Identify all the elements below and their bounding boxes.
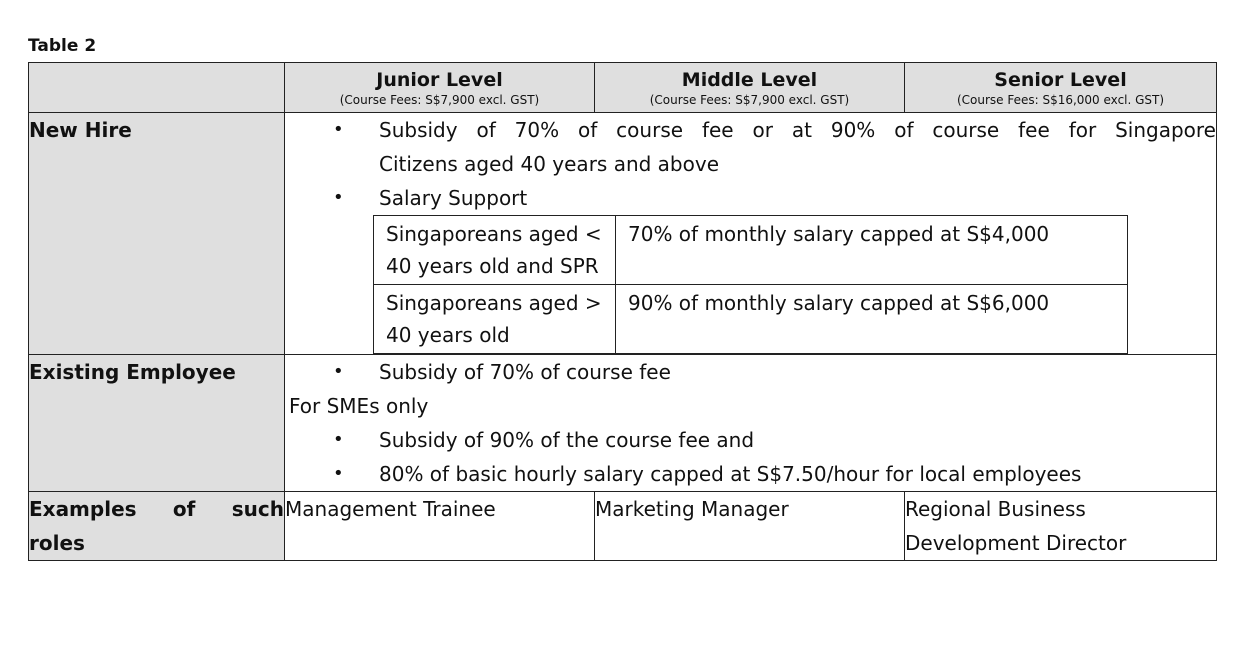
middle-level-fee: (Course Fees: S$7,900 excl. GST) bbox=[649, 93, 850, 107]
new-hire-subsidy-text: Subsidy of 70% of course fee or at 90% of course fee for Singapore bbox=[379, 118, 1216, 142]
list-item bbox=[285, 355, 1216, 389]
examples-row bbox=[29, 492, 1217, 561]
example-middle: Marketing Manager bbox=[595, 492, 905, 561]
sme-bullets bbox=[285, 423, 1216, 491]
existing-employee-bullets bbox=[285, 355, 1216, 389]
list-item-continuation bbox=[285, 147, 1216, 181]
salary-group-cell: Singaporeans aged > 40 years old bbox=[374, 285, 616, 354]
senior-level-title: Senior Level bbox=[994, 69, 1127, 91]
junior-level-fee: (Course Fees: S$7,900 excl. GST) bbox=[339, 93, 540, 107]
salary-support-cell: 70% of monthly salary capped at S$4,000 bbox=[616, 216, 1128, 285]
salary-support-text: Salary Support bbox=[379, 186, 528, 210]
existing-employee-row bbox=[29, 355, 1217, 492]
new-hire-subsidy-text-cont: Citizens aged 40 years and above bbox=[379, 152, 719, 176]
table-row bbox=[374, 285, 1128, 354]
header-senior-cell bbox=[905, 63, 1217, 113]
sme-note: For SMEs only bbox=[289, 394, 429, 418]
header-corner-cell bbox=[29, 63, 285, 113]
salary-support-cell: 90% of monthly salary capped at S$6,000 bbox=[616, 285, 1128, 354]
list-item bbox=[285, 423, 1216, 457]
table-row bbox=[374, 216, 1128, 285]
bullet-icon: • bbox=[333, 463, 344, 484]
list-item bbox=[285, 113, 1216, 147]
list-item bbox=[285, 181, 1216, 215]
salary-group-cell: Singaporeans aged < 40 years old and SPR bbox=[374, 216, 616, 285]
existing-employee-label: Existing Employee bbox=[29, 355, 285, 492]
header-junior-cell bbox=[285, 63, 595, 113]
list-item bbox=[285, 457, 1216, 491]
example-senior: Regional Business Development Director bbox=[905, 492, 1217, 561]
senior-level-fee: (Course Fees: S$16,000 excl. GST) bbox=[956, 93, 1165, 107]
example-junior: Management Trainee bbox=[285, 492, 595, 561]
new-hire-label: New Hire bbox=[29, 113, 285, 355]
sme-salary-text: 80% of basic hourly salary capped at S$7.50/hour for local employees bbox=[379, 462, 1082, 486]
middle-level-title: Middle Level bbox=[681, 69, 818, 91]
junior-level-title: Junior Level bbox=[376, 69, 503, 91]
sme-subsidy-text: Subsidy of 90% of the course fee and bbox=[379, 428, 755, 452]
existing-subsidy-text: Subsidy of 70% of course fee bbox=[379, 360, 671, 384]
table-caption: Table 2 bbox=[28, 36, 97, 56]
new-hire-details bbox=[285, 113, 1217, 355]
new-hire-bullets bbox=[285, 113, 1216, 215]
new-hire-row bbox=[29, 113, 1217, 355]
salary-support-table bbox=[373, 215, 1128, 354]
existing-employee-details bbox=[285, 355, 1217, 492]
bullet-icon: • bbox=[333, 187, 344, 208]
subsidy-table bbox=[28, 62, 1217, 561]
examples-label: Examples of such roles bbox=[29, 492, 285, 561]
bullet-icon: • bbox=[333, 429, 344, 450]
bullet-icon: • bbox=[333, 119, 344, 140]
header-middle-cell bbox=[595, 63, 905, 113]
header-row bbox=[29, 63, 1217, 113]
bullet-icon: • bbox=[333, 361, 344, 382]
